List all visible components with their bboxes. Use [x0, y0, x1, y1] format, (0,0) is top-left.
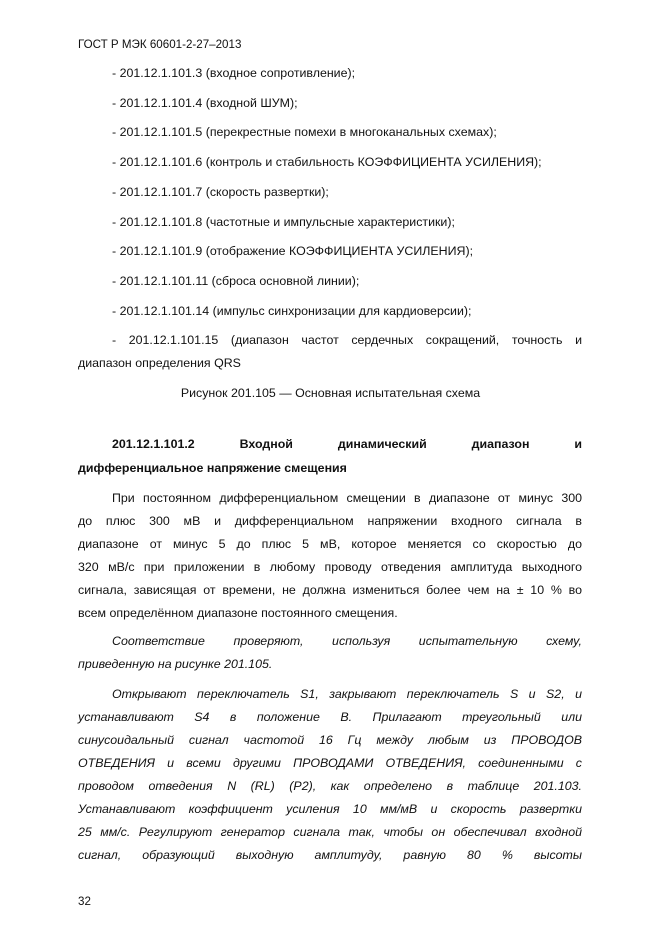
page-number: 32: [78, 895, 91, 908]
paragraph-line: При постоянном дифференциальном смещении в диапазоне от минус 300: [112, 491, 582, 505]
section-title-line1: Входной динамический диапазон и: [239, 437, 582, 451]
list-item: - 201.12.1.101.6 (контроль и стабильность КОЭФФИЦИЕНТА УСИЛЕНИЯ);: [112, 155, 542, 169]
figure-caption: Рисунок 201.105 — Основная испытательная схема: [180, 386, 481, 400]
list-item: - 201.12.1.101.4 (входной ШУМ);: [112, 96, 298, 110]
paragraph-line: Соответствие проверяют, используя испытательную схему,: [112, 634, 582, 648]
paragraph-line: 25 мм/с. Регулируют генератор сигнала так, чтобы он обеспечивал входной: [78, 825, 582, 839]
paragraph-line: всем определённом диапазоне постоянного смещения.: [78, 606, 398, 620]
list-item-last-line2: диапазон определения QRS: [78, 356, 241, 370]
list-item: - 201.12.1.101.3 (входное сопротивление);: [112, 66, 356, 80]
list-item: - 201.12.1.101.9 (отображение КОЭФФИЦИЕНТА УСИЛЕНИЯ);: [112, 244, 474, 258]
document-header: ГОСТ Р МЭК 60601-2-27–2013: [78, 38, 242, 51]
section-heading-line1: [112, 437, 582, 451]
paragraph-line: синусоидальный сигнал частотой 16 Гц между любым из ПРОВОДОВ: [78, 733, 582, 747]
paragraph-line: ОТВЕДЕНИЯ и всеми другими ПРОВОДАМИ ОТВЕДЕНИЯ, соединенными с: [78, 756, 582, 770]
list-item-last-line1: - 201.12.1.101.15 (диапазон частот сердечных сокращений, точность и: [112, 333, 582, 347]
section-number: 201.12.1.101.2: [112, 437, 195, 451]
section-heading-line2: дифференциальное напряжение смещения: [78, 461, 347, 475]
paragraph-line: устанавливают S4 в положение B. Прилагают треугольный или: [78, 710, 582, 724]
paragraph-line: сигнал, образующий выходную амплитуду, равную 80 % высоты: [78, 848, 582, 862]
list-item: - 201.12.1.101.8 (частотные и импульсные характеристики);: [112, 215, 455, 229]
list-item: - 201.12.1.101.5 (перекрестные помехи в многоканальных схемах);: [112, 125, 497, 139]
paragraph-line: до плюс 300 мВ и дифференциальном напряжении входного сигнала в: [78, 514, 582, 528]
paragraph-line: сигнала, зависящая от времени, не должна измениться более чем на ± 10 % во: [78, 583, 582, 597]
paragraph-line: Открывают переключатель S1, закрывают переключатель S и S2, и: [112, 687, 582, 701]
paragraph-line: 320 мВ/с при приложении в любому проводу отведения амплитуда выходного: [78, 560, 582, 574]
list-item: - 201.12.1.101.11 (сброса основной линии);: [112, 274, 360, 288]
list-item: - 201.12.1.101.7 (скорость развертки);: [112, 185, 329, 199]
paragraph-line: проводом отведения N (RL) (P2), как определено в таблице 201.103.: [78, 779, 582, 793]
paragraph-line: Устанавливают коэффициент усиления 10 мм/мВ и скорость развертки: [78, 802, 582, 816]
paragraph-line: приведенную на рисунке 201.105.: [78, 657, 273, 671]
paragraph-line: диапазоне от минус 5 до плюс 5 мВ, которое меняется со скоростью до: [78, 537, 582, 551]
list-item: - 201.12.1.101.14 (импульс синхронизации для кардиоверсии);: [112, 304, 472, 318]
